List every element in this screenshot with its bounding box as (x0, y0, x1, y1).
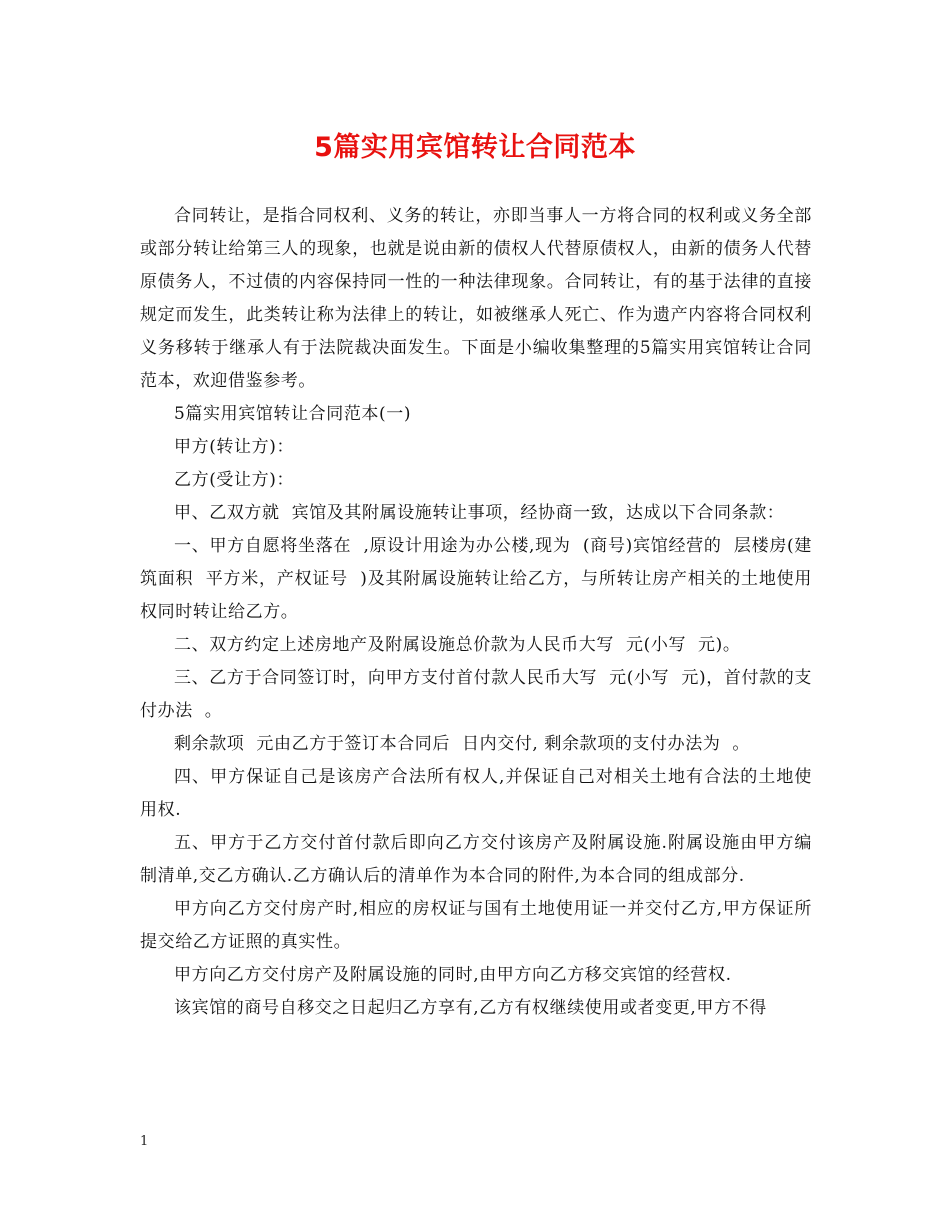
clause-1: 一、甲方自愿将坐落在 ,原设计用途为办公楼,现为 (商号)宾馆经营的 层楼房(建筑面积 平方米，产权证号 )及其附属设施转让给乙方，与所转让房产相关的土地使用权同时转让给乙方。 (140, 536, 812, 622)
clause-5: 五、甲方于乙方交付首付款后即向乙方交付该房产及附属设施.附属设施由甲方编制清单,交乙方确认.乙方确认后的清单作为本合同的附件,为本合同的组成部分. (140, 833, 812, 886)
certificate-handover: 甲方向乙方交付房产时,相应的房权证与国有土地使用证一并交付乙方,甲方保证所提交给乙方证照的真实性。 (140, 899, 812, 952)
section-heading: 5篇实用宾馆转让合同范本(一) (174, 404, 412, 424)
clause-4: 四、甲方保证自己是该房产合法所有权人,并保证自己对相关土地有合法的土地使用权. (140, 767, 812, 820)
remaining-payment: 剩余款项 元由乙方于签订本合同后 日内交付, 剩余款项的支付办法为 。 (174, 734, 751, 754)
intro-paragraph: 合同转让，是指合同权利、义务的转让，亦即当事人一方将合同的权利或义务全部或部分转让给第三人的现象，也就是说由新的债权人代替原债权人，由新的债务人代替原债务人，不过债的内容保持同一性的一种法律现象。合同转让，有的基于法律的直接规定而发生，此类转让称为法律上的转让，如被继承人死亡、作为遗产内容将合同权利义务移转于继承人有于法院裁决面发生。下面是小编收集整理的5篇实用宾馆转让合同范本，欢迎借鉴参考。 (140, 206, 812, 391)
clause-2: 二、双方约定上述房地产及附属设施总价款为人民币大写 元(小写 元)。 (174, 635, 741, 655)
agreement-intro: 甲、乙双方就 宾馆及其附属设施转让事项，经协商一致，达成以下合同条款： (174, 503, 785, 523)
clause-3: 三、乙方于合同签订时，向甲方支付首付款人民币大写 元(小写 元)，首付款的支付办法 。 (140, 668, 812, 721)
party-a-line: 甲方(转让方)： (174, 437, 295, 457)
operation-right-transfer: 甲方向乙方交付房产及附属设施的同时,由甲方向乙方移交宾馆的经营权. (174, 965, 732, 985)
page-number: 1 (140, 1134, 149, 1149)
trade-name-clause: 该宾馆的商号自移交之日起归乙方享有,乙方有权继续使用或者变更,甲方不得 (174, 998, 767, 1018)
document-body (140, 200, 812, 1025)
document-title: 5篇实用宾馆转让合同范本 (314, 132, 636, 163)
party-b-line: 乙方(受让方)： (174, 470, 295, 490)
